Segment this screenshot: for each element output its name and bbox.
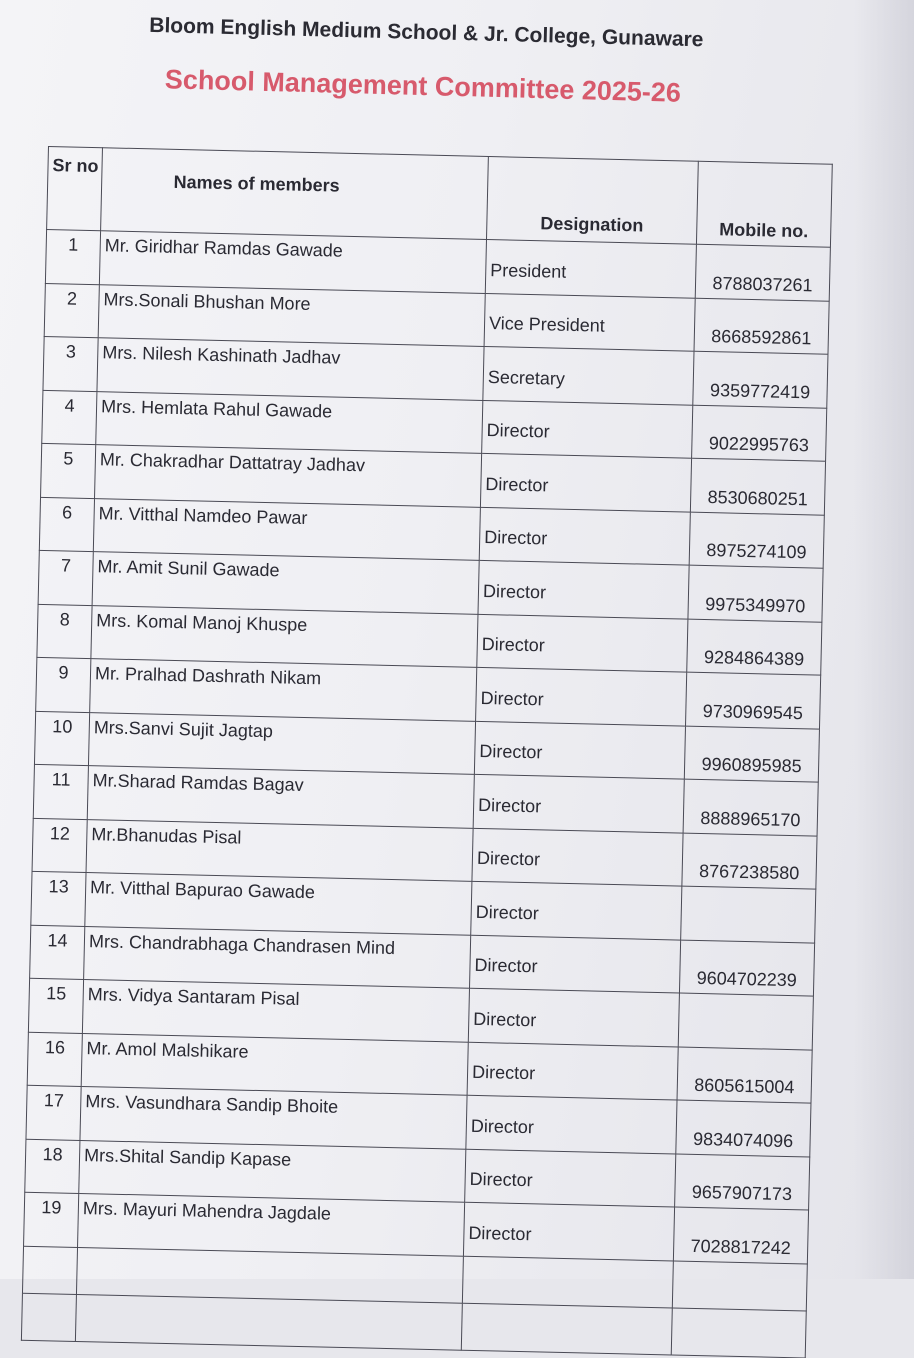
cell-sr-no: 13 (31, 871, 86, 926)
cell-designation: Director (468, 988, 679, 1046)
cell-designation: Director (479, 507, 690, 565)
cell-mobile: 9022995763 (692, 405, 827, 462)
cell-mobile: 7028817242 (673, 1207, 808, 1264)
cell-sr-no: 8 (37, 604, 92, 659)
members-table (21, 146, 833, 1358)
cell-sr-no: 18 (25, 1139, 80, 1194)
cell-designation: Director (471, 881, 682, 939)
cell-mobile: 8605615004 (677, 1047, 812, 1104)
cell-mobile: 8788037261 (695, 244, 830, 301)
empty-cell (22, 1246, 77, 1294)
column-header-designation: Designation (486, 156, 698, 244)
cell-member-name: Mrs.Shital Sandip Kapase (79, 1140, 466, 1202)
cell-designation: Director (473, 774, 684, 832)
members-table-wrapper (21, 146, 833, 1358)
cell-sr-no: 12 (32, 818, 87, 873)
cell-designation: Director (480, 453, 691, 511)
cell-member-name: Mrs. Komal Manoj Khuspe (91, 605, 478, 667)
cell-designation: Vice President (484, 293, 695, 351)
cell-designation: Director (463, 1202, 674, 1260)
cell-sr-no: 7 (38, 550, 93, 605)
committee-title: School Management Committee 2025-26 (164, 64, 682, 108)
empty-cell (672, 1260, 807, 1310)
cell-sr-no: 10 (34, 711, 89, 766)
cell-designation: Director (472, 828, 683, 886)
cell-sr-no: 1 (45, 229, 100, 284)
cell-member-name: Mrs. Mayuri Mahendra Jagdale (78, 1193, 465, 1255)
cell-sr-no: 11 (33, 764, 88, 819)
cell-member-name: Mrs. Nilesh Kashinath Jadhav (97, 338, 484, 400)
cell-mobile (678, 993, 813, 1050)
cell-designation: Director (465, 1149, 676, 1207)
empty-cell (462, 1256, 673, 1308)
cell-designation: Director (467, 1042, 678, 1100)
cell-designation: Director (478, 560, 689, 618)
cell-sr-no: 16 (27, 1032, 82, 1087)
cell-sr-no: 17 (26, 1085, 81, 1140)
cell-designation: Director (482, 400, 693, 458)
cell-mobile: 9960895985 (684, 726, 819, 783)
empty-cell (21, 1293, 76, 1341)
cell-sr-no: 4 (42, 390, 97, 445)
cell-designation: Director (469, 935, 680, 993)
cell-sr-no: 6 (39, 497, 94, 552)
cell-member-name: Mrs. Vidya Santaram Pisal (82, 980, 469, 1042)
cell-mobile: 9834074096 (676, 1100, 811, 1157)
cell-member-name: Mr. Amit Sunil Gawade (92, 552, 479, 614)
cell-sr-no: 14 (30, 925, 85, 980)
cell-member-name: Mrs. Hemlata Rahul Gawade (96, 391, 483, 453)
cell-mobile: 9604702239 (679, 940, 814, 997)
cell-mobile: 8888965170 (683, 779, 818, 836)
cell-mobile: 8668592861 (694, 298, 829, 355)
empty-cell (461, 1303, 672, 1355)
column-header-names: Names of members (101, 148, 489, 240)
cell-member-name: Mrs.Sonali Bhushan More (98, 284, 485, 346)
cell-designation: Director (477, 614, 688, 672)
cell-member-name: Mrs.Sanvi Sujit Jagtap (88, 712, 475, 774)
cell-sr-no: 2 (44, 283, 99, 338)
cell-designation: Secretary (483, 346, 694, 404)
column-header-sr-no: Sr no (47, 147, 103, 231)
cell-member-name: Mrs. Chandrabhaga Chandrasen Mind (84, 926, 471, 988)
cell-member-name: Mr. Vitthal Namdeo Pawar (93, 498, 480, 560)
school-name: Bloom English Medium School & Jr. College, Gunaware (149, 13, 704, 52)
cell-designation: Director (466, 1095, 677, 1153)
paper-shadow (854, 0, 914, 1279)
empty-cell (75, 1294, 462, 1350)
cell-member-name: Mr. Pralhad Dashrath Nikam (90, 659, 477, 721)
cell-mobile: 9359772419 (693, 351, 828, 408)
empty-cell (671, 1307, 806, 1357)
cell-mobile (681, 886, 816, 943)
cell-mobile: 9284864389 (687, 619, 822, 676)
cell-mobile: 9730969545 (686, 672, 821, 729)
cell-designation: Director (474, 721, 685, 779)
members-table-body (21, 229, 830, 1357)
cell-sr-no: 19 (24, 1192, 79, 1247)
cell-mobile: 9975349970 (688, 565, 823, 622)
cell-sr-no: 9 (36, 657, 91, 712)
cell-mobile: 8767238580 (682, 833, 817, 890)
cell-mobile: 8975274109 (689, 512, 824, 569)
cell-member-name: Mrs. Vasundhara Sandip Bhoite (80, 1086, 467, 1148)
cell-designation: Director (476, 667, 687, 725)
cell-sr-no: 15 (28, 978, 83, 1033)
cell-member-name: Mr.Bhanudas Pisal (86, 819, 473, 881)
cell-designation: President (485, 239, 696, 297)
column-header-mobile: Mobile no. (696, 161, 832, 247)
cell-sr-no: 3 (43, 336, 98, 391)
cell-mobile: 8530680251 (690, 458, 825, 515)
cell-member-name: Mr.Sharad Ramdas Bagav (87, 766, 474, 828)
cell-member-name: Mr. Amol Malshikare (81, 1033, 468, 1095)
document-header (0, 0, 914, 152)
cell-sr-no: 5 (41, 443, 96, 498)
cell-mobile: 9657907173 (675, 1154, 810, 1211)
cell-member-name: Mr. Vitthal Bapurao Gawade (85, 873, 472, 935)
cell-member-name: Mr. Giridhar Ramdas Gawade (99, 231, 486, 293)
cell-member-name: Mr. Chakradhar Dattatray Jadhav (95, 445, 482, 507)
